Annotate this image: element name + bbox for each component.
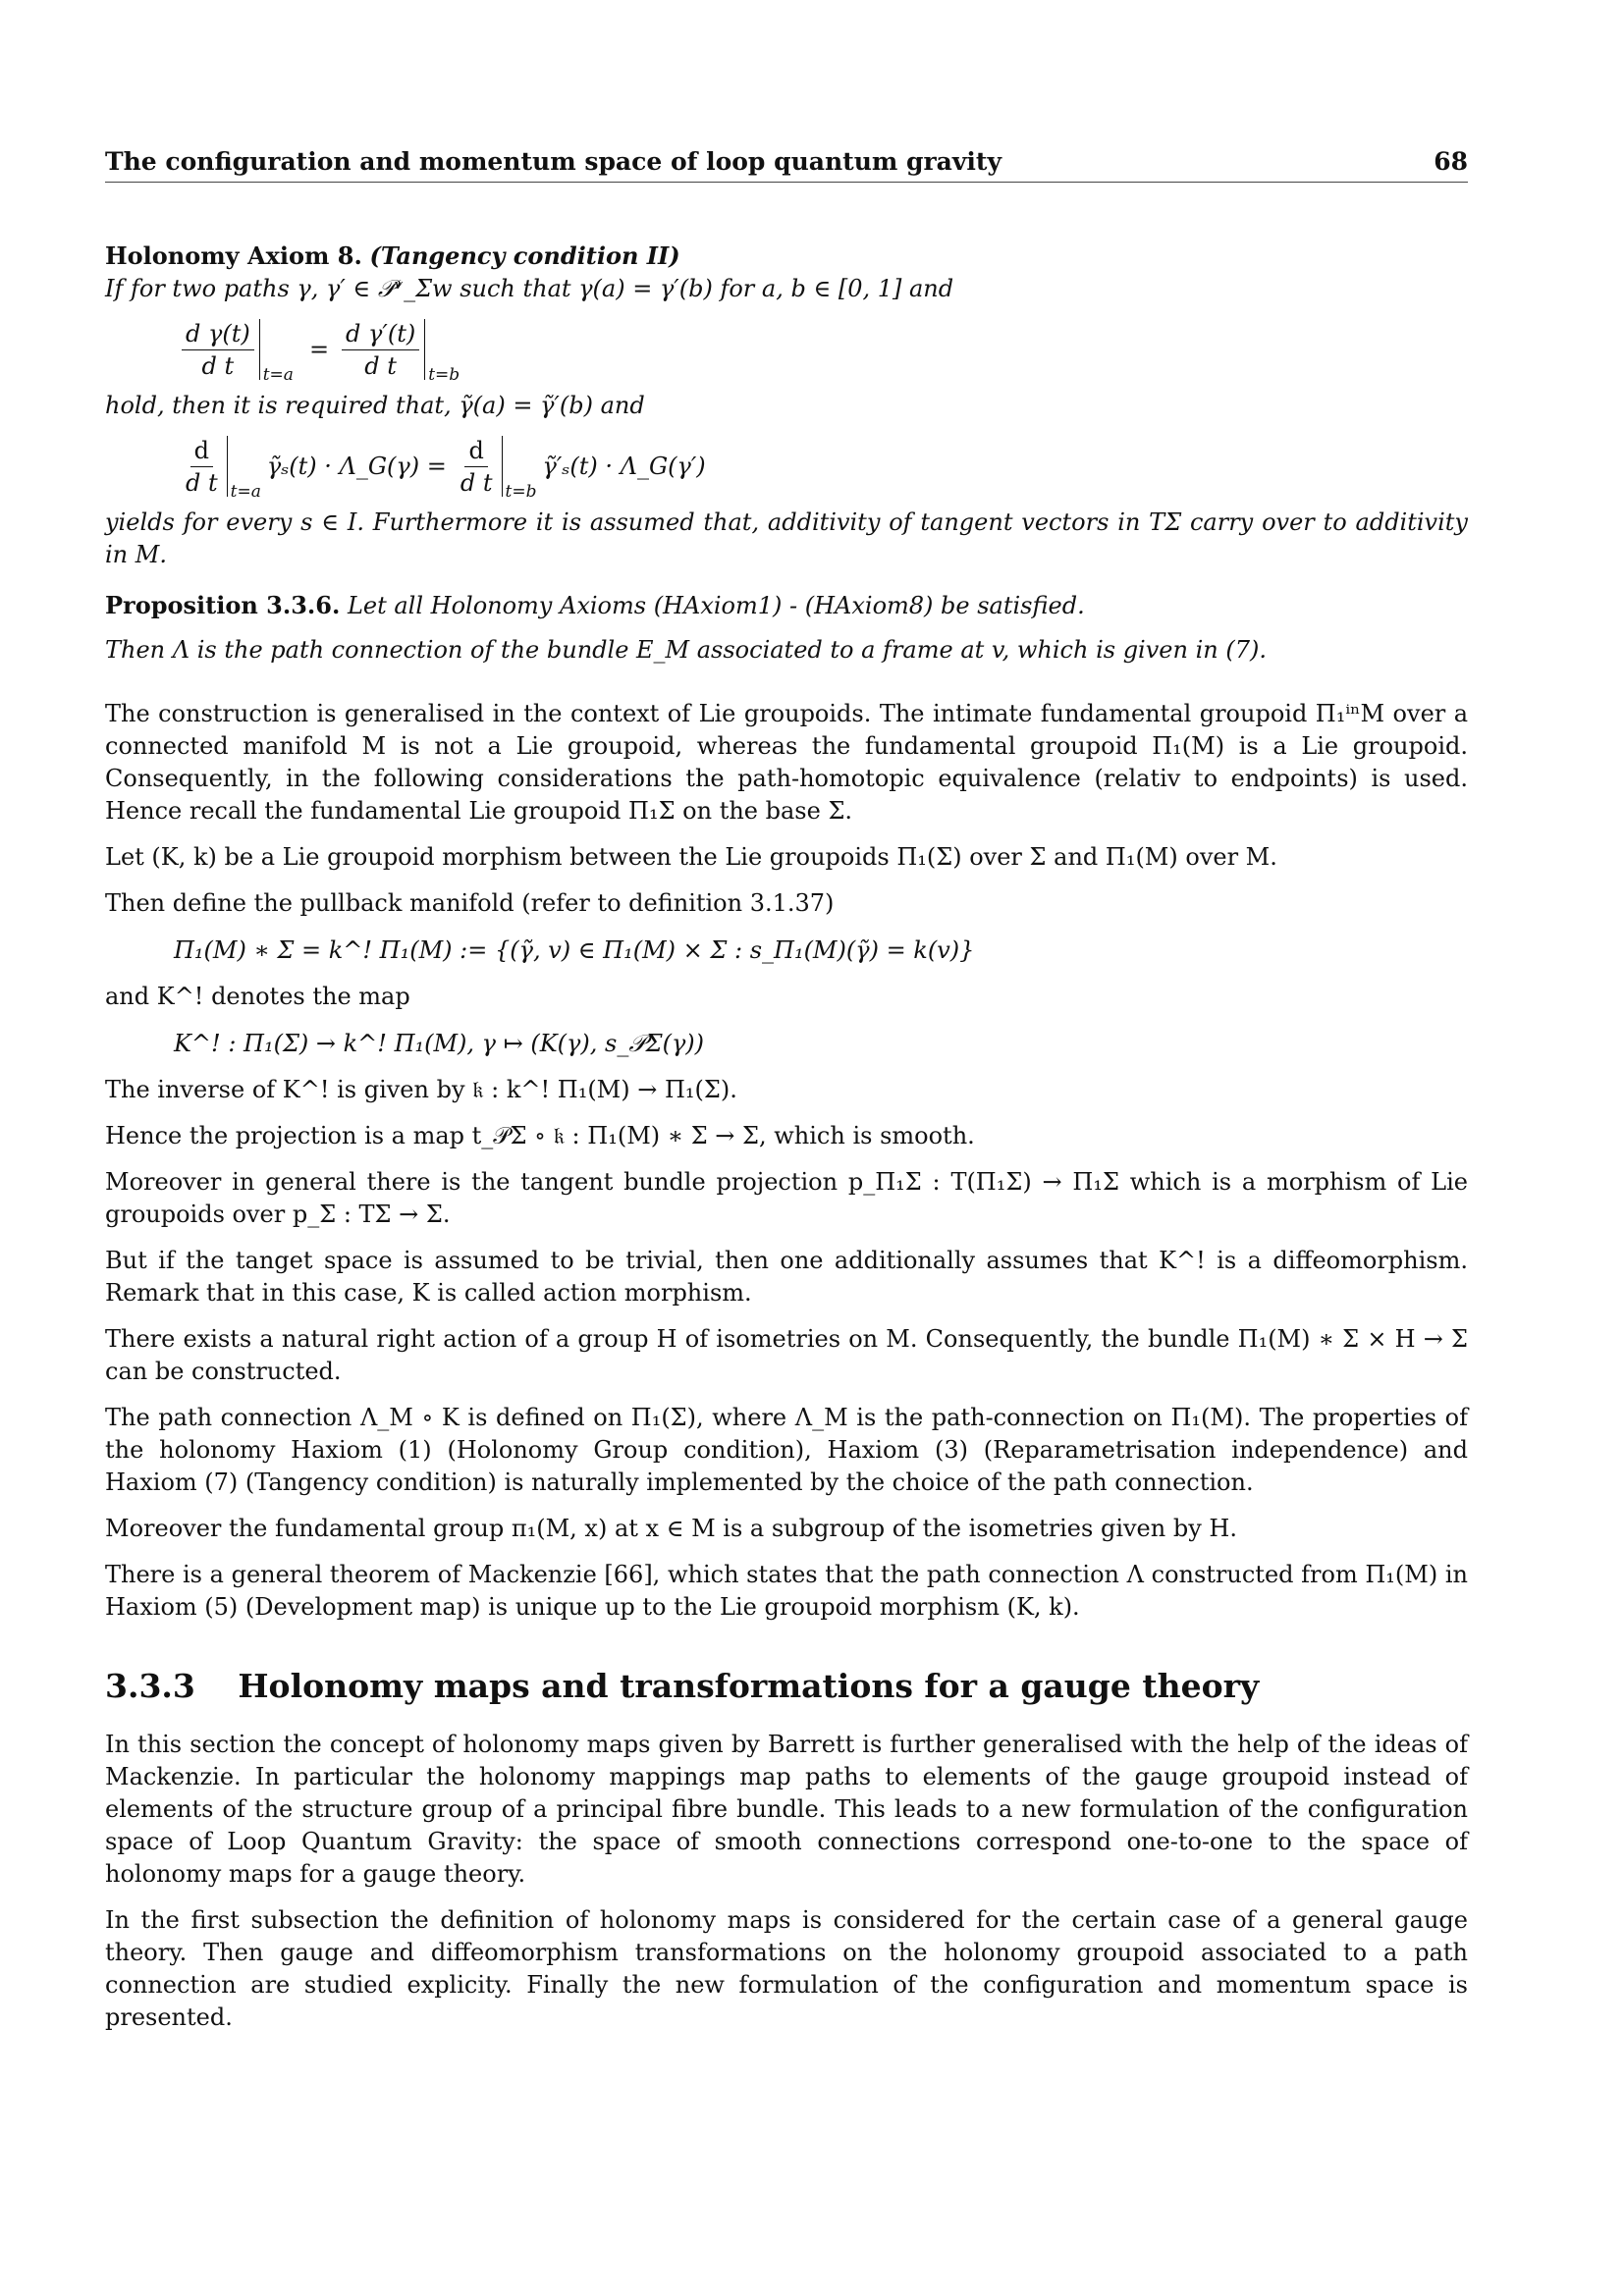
section-paragraph-2: In the first subsection the definition of holonomy maps is considered for the certain case of a general gauge theory. Then gauge and diffeomorphism transformations on the holonomy groupoid associated to a path connection are studied explicity. Finally the new formulation of the configuration and momentum space is presented. [105,1906,1468,2031]
eq1-right-numerator: d γ′(t) [342,320,419,350]
axiom-line3: yields for every s ∈ I. Furthermore it is assumed that, additivity of tangent vectors in TΣ carry over to additivity in M. [105,508,1468,568]
equation-map-K: K^! : Π₁(Σ) → k^! Π₁(M), γ ↦ (K(γ), s_𝒫Σ(γ)) [174,1030,705,1057]
paragraph-11: Moreover the fundamental group π₁(M, x) at x ∈ M is a subgroup of the isometries given by H. [105,1515,1237,1542]
proposition-text1: Let all Holonomy Axioms (HAxiom1) - (HAxiom8) be satisfied. [347,592,1085,619]
equation-derivative-holonomy [179,436,1468,502]
section-paragraph-1: In this section the concept of holonomy maps given by Barrett is further generalised with the help of the ideas of Mackenzie. In particular the holonomy mappings map paths to elements of the gauge groupoid instead of elements of the structure group of a principal fibre bundle. This leads to a new formulation of the configuration space of Loop Quantum Gravity: the space of smooth connections correspond one-to-one to the space of holonomy maps for a gauge theory. [105,1731,1468,1888]
eq2-right-eval: t=b [505,482,537,502]
page-number: 68 [1434,147,1468,176]
section-heading [105,1667,1468,1705]
page [105,147,1468,2048]
eq2-left-dt: d t [186,468,218,497]
proposition-3-3-6 [105,589,1468,667]
eq1-right-denominator: d t [364,351,397,380]
paragraph-6: Hence the projection is a map t_𝒫Σ ∘ 𝔨 : Π₁(M) ∗ Σ → Σ, which is smooth. [105,1122,975,1149]
paragraph-4: and K^! denotes the map [105,983,410,1010]
paragraph-7: Moreover in general there is the tangent bundle projection p_Π₁Σ : T(Π₁Σ) → Π₁Σ which is a morphism of Lie groupoids over p_Σ : TΣ → Σ. [105,1168,1468,1228]
running-header [105,147,1468,183]
proposition-text2: Then Λ is the path connection of the bundle E_M associated to a frame at v, which is given in (7). [105,636,1267,664]
axiom-name: (Tangency condition II) [369,241,680,270]
eq2-left-d: d [190,437,213,467]
header-title: The configuration and momentum space of loop quantum gravity [105,147,1001,176]
eq1-left-denominator: d t [201,351,235,380]
axiom-8 [105,240,1468,571]
equation-pullback: Π₁(M) ∗ Σ = k^! Π₁(M) := {(γ̃, v) ∈ Π₁(M) × Σ : s_Π₁(M)(γ̃) = k(v)} [174,936,975,964]
eq2-right-dt: d t [460,468,493,497]
paragraph-10: The path connection Λ_M ∘ K is defined on Π₁(Σ), where Λ_M is the path-connection on Π₁(M). The properties of the holonomy Haxiom (1) (Holonomy Group condition), Haxiom (3) (Reparametrisation independence) and Haxiom (7) (Tangency condition) is naturally implemented by the choice of the path connection. [105,1404,1468,1496]
section-number: 3.3.3 [105,1667,195,1705]
paragraph-5: The inverse of K^! is given by 𝔨 : k^! Π₁(M) → Π₁(Σ). [105,1076,737,1103]
axiom-line2: hold, then it is required that, γ̃(a) = γ̃′(b) and [105,392,645,419]
eq1-left-numerator: d γ(t) [182,320,254,350]
eq2-right-rest: γ̃′ₛ(t) · Λ_G(γ′) [542,453,706,480]
proposition-label: Proposition 3.3.6. [105,591,341,619]
paragraph-2: Let (K, k) be a Lie groupoid morphism between the Lie groupoids Π₁(Σ) over Σ and Π₁(M) over M. [105,843,1277,871]
equation-tangent-equality: $\frac{\text{d γ(t)}}{\text{d t}}$ t=a = $\frac{\text{d γ′(t)}}{\text{d t}}$ t=b [179,319,1468,380]
eq1-right-eval: t=b [428,365,460,385]
paragraph-1: The construction is generalised in the context of Lie groupoids. The intimate fundamental groupoid Π₁ⁱⁿM over a connected manifold M is not a Lie groupoid, whereas the fundamental groupoid Π₁(M) is a Lie groupoid. Consequently, in the following considerations the path-homotopic equivalence (relativ to endpoints) is used. Hence recall the fundamental Lie groupoid Π₁Σ on the base Σ. [105,700,1468,825]
paragraph-8: But if the tanget space is assumed to be trivial, then one additionally assumes that K^! is a diffeomorphism. Remark that in this case, K is called action morphism. [105,1247,1468,1307]
paragraph-12: There is a general theorem of Mackenzie [66], which states that the path connection Λ constructed from Π₁(M) in Haxiom (5) (Development map) is unique up to the Lie groupoid morphism (K, k). [105,1561,1468,1621]
paragraph-9: There exists a natural right action of a group H of isometries on M. Consequently, the bundle Π₁(M) ∗ Σ × H → Σ can be constructed. [105,1325,1468,1385]
eq2-left-rest: γ̃ₛ(t) · Λ_G(γ) = [266,453,447,480]
eq2-right-d: d [464,437,487,467]
eq1-left-eval: t=a [262,365,294,385]
axiom-line1: If for two paths γ, γ′ ∈ 𝒫ᵛ_Σw such that γ(a) = γ′(b) for a, b ∈ [0, 1] and [105,275,954,302]
paragraph-3: Then define the pullback manifold (refer to definition 3.1.37) [105,889,835,917]
section-title: Holonomy maps and transformations for a gauge theory [238,1667,1260,1705]
eq2-left-eval: t=a [230,482,261,502]
axiom-label: Holonomy Axiom 8. [105,241,362,270]
